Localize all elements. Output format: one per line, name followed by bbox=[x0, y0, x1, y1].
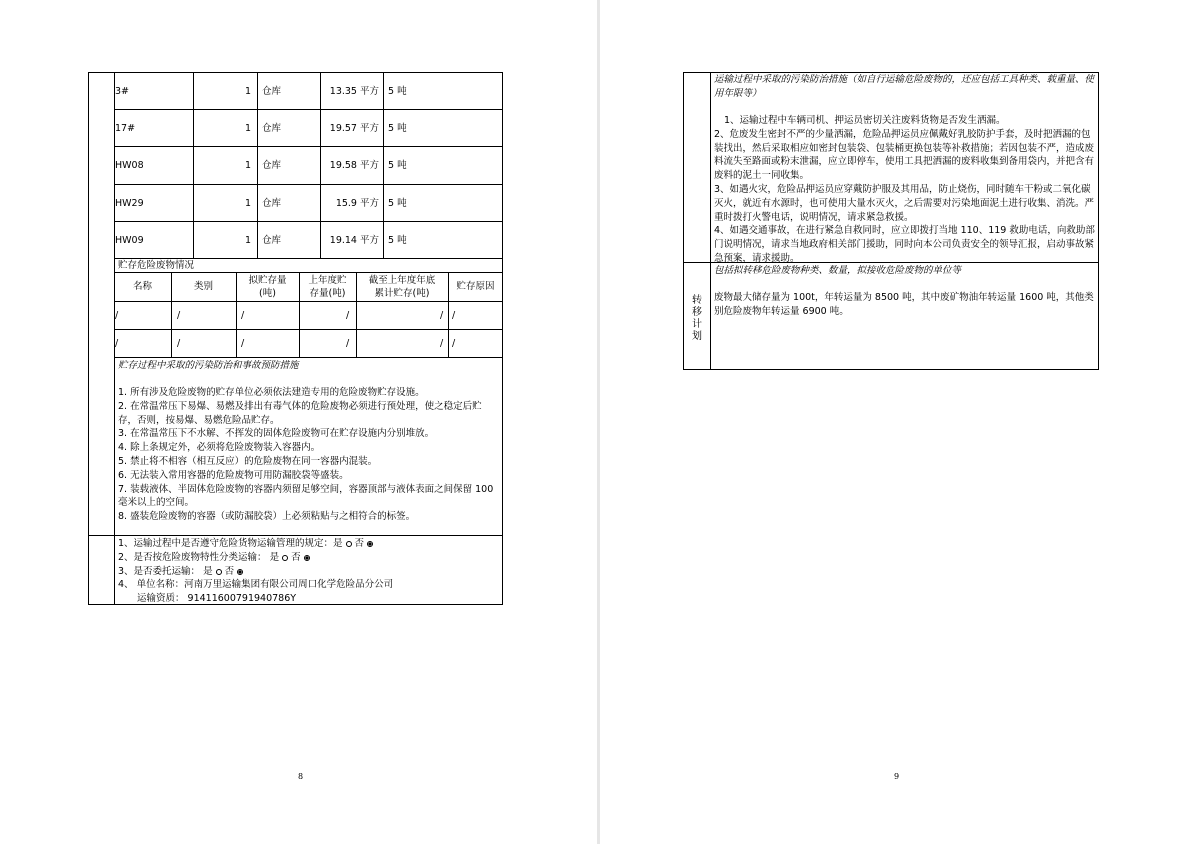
list-item: 6. 无法装入常用容器的危险废物可用防漏胶袋等盛装。 bbox=[118, 469, 349, 481]
facility-area: 19.14 平方 bbox=[329, 235, 379, 246]
facility-count: 1 bbox=[244, 123, 251, 134]
list-item: 8. 盛装危险废物的容器（或防漏胶袋）上必须粘贴与之相符合的标签。 bbox=[118, 511, 416, 523]
facility-area: 19.58 平方 bbox=[329, 160, 379, 171]
list-item: 2、危废发生密封不严的少量洒漏，危险品押运员应佩戴好乳胶防护手套，及时把洒漏的包装找出，然后采取相应如密封包装袋、包装桶更换包装等补救措施；若因包装不严，造成废料流失至路面或粉末泄漏，应立即停车，使用工具把洒漏的废料收集到备用袋内，并把含有废料的泥土一同收集。 bbox=[714, 128, 1095, 182]
facility-count: 1 bbox=[244, 86, 251, 97]
facility-area: 13.35 平方 bbox=[329, 86, 379, 97]
facility-capacity: 5 吨 bbox=[388, 160, 407, 171]
transport-question-1: 1、运输过程中是否遵守危险货物运输管理的规定：是 否 bbox=[118, 537, 376, 550]
facility-capacity: 5 吨 bbox=[388, 86, 407, 97]
facility-id: 17# bbox=[115, 123, 136, 134]
page-8: 3# 1 仓库 13.35 平方 5 吨 17# 1 仓库 19.57 平方 5 吨 HW08 1 仓库 19.58 平方 5 吨 HW29 1 仓库 15.9 平方 5 吨 HW09 1 仓库 19.14 平方 5 吨 贮存危险废物情况 名称 类别 拟贮存量 (吨) 上年度贮 存量(吨) 截至上年度年底 累计贮存(吨) 贮存原因 / / / / / / / / / / / / 贮存过程中采取的污染防治和事故预防措施 1. 所有涉及危险废物的贮存单位必须依法建造专用的危险废物贮存设施。 2. 在常温常压下易爆、易燃及排出有毒气体的危险废物必须进行预处理，使之稳定后贮存，否则，按易爆、易燃危险品贮存。 3. 在常温常压下不水解、不挥发的固体危险废物可在贮存设施内分别堆放。 4. 除上条规定外，必须将危险废物装入容器内。 5. 禁止将不相容（相互反应）的危险废物在同一容器内混装。 6. 无法装入常用容器的危险废物可用防漏胶袋等盛装。 7. 装载液体、半固体危险废物的容器内须留足够空间，容器顶部与液体表面之间保留 100 毫米以上的空间。 8. 盛装危险废物的容器（或防漏胶袋）上必须粘贴与之相符合的标签。 1、运输过程中是否遵守危险货物运输管理的规定：是 否 2、是否按危险废物特性分类运输： 是 否 3、是否委托运输： 是 否 4、 单位名称：河南万里运输集团有限公司周口化学危险品分公司 运输资质： 91411600791940786Y 8 bbox=[0, 0, 597, 844]
list-item: 3. 在常温常压下不水解、不挥发的固体危险废物可在贮存设施内分别堆放。 bbox=[118, 428, 435, 440]
transport-qualification: 运输资质： 91411600791940786Y bbox=[137, 593, 297, 604]
transport-question-3: 3、是否委托运输： 是 否 bbox=[118, 565, 246, 578]
header-name: 名称 bbox=[132, 281, 152, 292]
facility-type: 仓库 bbox=[262, 123, 282, 134]
measures-list bbox=[118, 386, 499, 524]
page-number: 8 bbox=[298, 772, 304, 781]
header-last-year-storage: 上年度贮 存量(吨) bbox=[308, 275, 347, 299]
measures-title: 贮存过程中采取的污染防治和事故预防措施 bbox=[118, 360, 299, 371]
transport-measures-title: 运输过程中采取的污染防治措施（如自行运输危险废物的，还应包括工具种类、载重量、使用年限等） bbox=[714, 74, 1095, 99]
transfer-plan-label: 转移计划 bbox=[692, 295, 702, 342]
list-item: 4. 除上条规定外，必须将危险废物装入容器内。 bbox=[118, 442, 321, 454]
facility-type: 仓库 bbox=[262, 198, 282, 209]
transport-unit: 4、 单位名称：河南万里运输集团有限公司周口化学危险品分公司 bbox=[118, 579, 394, 590]
page-number: 9 bbox=[894, 772, 900, 781]
facility-count: 1 bbox=[244, 235, 251, 246]
list-item: 1. 所有涉及危险废物的贮存单位必须依法建造专用的危险废物贮存设施。 bbox=[118, 387, 425, 398]
list-item: 7. 装载液体、半固体危险废物的容器内须留足够空间，容器顶部与液体表面之间保留 100 毫米以上的空间。 bbox=[118, 483, 494, 509]
transport-question-2: 2、是否按危险废物特性分类运输： 是 否 bbox=[118, 551, 313, 564]
page-9 bbox=[600, 0, 1197, 844]
facility-capacity: 5 吨 bbox=[388, 123, 407, 134]
facility-type: 仓库 bbox=[262, 160, 282, 171]
facility-area: 19.57 平方 bbox=[329, 123, 379, 134]
list-item: 2. 在常温常压下易爆、易燃及排出有毒气体的危险废物必须进行预处理，使之稳定后贮存，否则，按易爆、易燃危险品贮存。 bbox=[118, 400, 482, 426]
list-item: 4、如遇交通事故，在进行紧急自救同时，应立即拨打当地 110、119 救助电话，向救助部门说明情况，请求当地政府相关部门援助，同时向本公司负责安全的领导汇报，启动事故紧急预案，请求援助。 bbox=[714, 225, 1095, 264]
transfer-text: 废物最大储存量为 100t，年转运量为 8500 吨，其中废矿物油年转运量 1600 吨，其他类别危险废物年转运量 6900 吨。 bbox=[714, 292, 1094, 317]
radio-yes[interactable] bbox=[282, 555, 288, 561]
facility-area: 15.9 平方 bbox=[335, 198, 379, 209]
facility-capacity: 5 吨 bbox=[388, 235, 407, 246]
facility-count: 1 bbox=[244, 198, 251, 209]
radio-yes[interactable] bbox=[346, 541, 352, 547]
facility-capacity: 5 吨 bbox=[388, 198, 407, 209]
radio-no-selected[interactable] bbox=[304, 555, 310, 561]
facility-id: HW09 bbox=[115, 235, 144, 246]
header-category: 类别 bbox=[193, 281, 213, 292]
transfer-title: 包括拟转移危险废物种类、数量，拟接收危险废物的单位等 bbox=[714, 265, 962, 276]
radio-no-selected[interactable] bbox=[367, 541, 373, 547]
header-storage-reason: 贮存原因 bbox=[456, 281, 495, 292]
facility-type: 仓库 bbox=[262, 86, 282, 97]
facility-id: HW29 bbox=[115, 198, 144, 209]
list-item: 5. 禁止将不相容（相互反应）的危险废物在同一容器内混装。 bbox=[118, 455, 378, 467]
list-item: 3、如遇火灾，危险品押运员应穿戴防护服及其用品，防止烧伤，同时随车干粉或二氧化碳灭火，就近有水源时，也可使用大量水灭火，之后需要对污染地面泥土进行收集、消洗。严重时拨打火警电话，说明情况，请求紧急救援。 bbox=[714, 183, 1095, 223]
storage-status-title: 贮存危险废物情况 bbox=[118, 260, 195, 271]
facility-type: 仓库 bbox=[262, 235, 282, 246]
transport-measures-list bbox=[714, 114, 1095, 266]
facility-id: HW08 bbox=[115, 160, 144, 171]
facility-count: 1 bbox=[244, 160, 251, 171]
list-item: 1、运输过程中车辆司机、押运员密切关注废料货物是否发生洒漏。 bbox=[724, 115, 1006, 126]
header-planned-storage: 拟贮存量 (吨) bbox=[248, 275, 287, 299]
radio-yes[interactable] bbox=[216, 569, 222, 575]
facility-id: 3# bbox=[115, 86, 130, 97]
radio-no-selected[interactable] bbox=[237, 569, 243, 575]
label-column-divider bbox=[710, 72, 711, 370]
header-cumulative-storage: 截至上年度年底 累计贮存(吨) bbox=[368, 275, 436, 299]
